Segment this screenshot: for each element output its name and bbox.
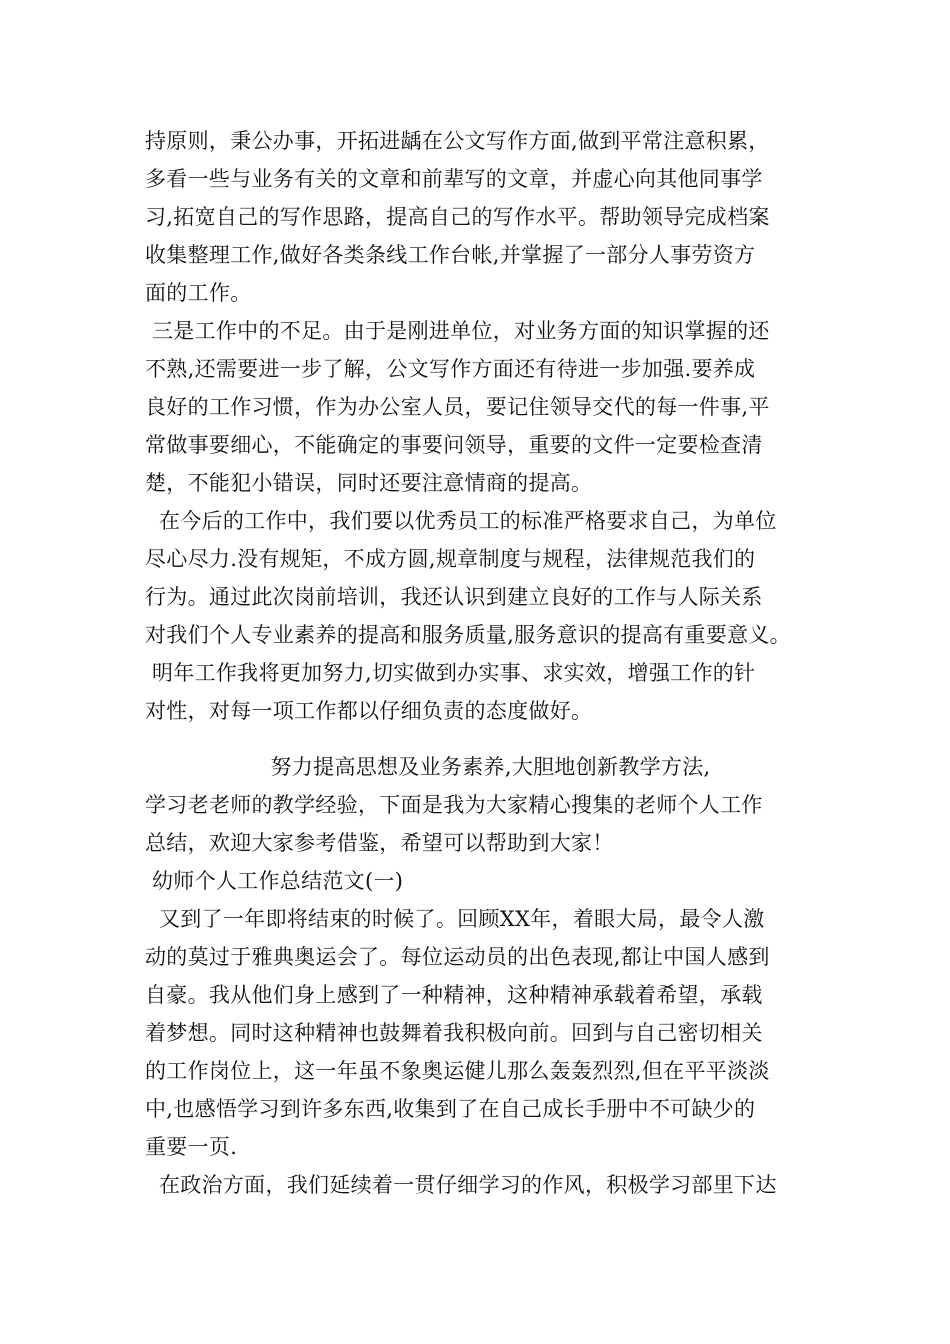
text-line: 中,也感悟学习到许多东西,收集到了在自己成长手册中不可缺少的 [145, 1097, 756, 1121]
text-line: 不熟,还需要进一步了解，公文写作方面还有待进一步加强.要养成 [145, 357, 756, 381]
text-line: 持原则，秉公办事，开拓进龋在公文写作方面,做到平常注意积累， [145, 129, 770, 153]
text-line: 面的工作。 [145, 281, 252, 305]
text-line: 多看一些与业务有关的文章和前辈写的文章，并虚心向其他同事学 [145, 167, 763, 191]
section-heading: 幼师个人工作总结范文(一) [145, 869, 404, 893]
text-line: 楚，不能犯小错误，同时还要注意情商的提高。 [145, 471, 593, 495]
text-line: 在今后的工作中，我们要以优秀员工的标准严格要求自己，为单位 [145, 509, 777, 533]
text-line: 尽心尽力.没有规矩，不成方圆,规章制度与规程，法律规范我们的 [145, 547, 756, 571]
text-line: 总结，欢迎大家参考借鉴，希望可以帮助到大家！ [145, 831, 614, 855]
text-line: 着梦想。同时这种精神也鼓舞着我积极向前。回到与自己密切相关 [145, 1021, 763, 1045]
text-line: 又到了一年即将结束的时候了。回顾XX年，着眼大局，最令人激 [145, 907, 765, 931]
text-line: 三是工作中的不足。由于是刚进单位，对业务方面的知识掌握的还 [145, 319, 770, 343]
text-line: 学习老老师的教学经验，下面是我为大家精心搜集的老师个人工作 [145, 793, 763, 817]
text-line: 收集整理工作,做好各类条线工作台帐,并掌握了一部分人事劳资方 [145, 243, 756, 267]
text-line: 动的莫过于雅典奥运会了。每位运动员的出色表现,都让中国人感到 [145, 945, 770, 969]
text-line: 对我们个人专业素养的提高和服务质量,服务意识的提高有重要意义。 [145, 623, 791, 647]
text-line: 习,拓宽自己的写作思路，提高自己的写作水平。帮助领导完成档案 [145, 205, 770, 229]
text-line: 重要一页. [145, 1135, 238, 1159]
text-line: 行为。通过此次岗前培训，我还认识到建立良好的工作与人际关系 [145, 585, 763, 609]
text-line: 的工作岗位上，这一年虽不象奥运健儿那么轰轰烈烈,但在平平淡淡 [145, 1059, 770, 1083]
text-line: 在政治方面，我们延续着一贯仔细学习的作风，积极学习部里下达 [145, 1173, 777, 1197]
text-line: 对性，对每一项工作都以仔细负责的态度做好。 [145, 699, 593, 723]
text-line: 良好的工作习惯，作为办公室人员，要记住领导交代的每一件事,平 [145, 395, 770, 419]
text-block-work-summary [145, 122, 825, 730]
text-line: 努力提高思想及业务素养,大胆地创新教学方法, [145, 755, 711, 779]
text-line: 明年工作我将更加努力,切实做到办实事、求实效，增强工作的针 [145, 661, 756, 685]
text-block-teacher-summary [145, 748, 825, 1204]
text-line: 常做事要细心，不能确定的事要问领导，重要的文件一定要检查清 [145, 433, 763, 457]
text-line: 自豪。我从他们身上感到了一种精神，这种精神承载着希望，承载 [145, 983, 763, 1007]
